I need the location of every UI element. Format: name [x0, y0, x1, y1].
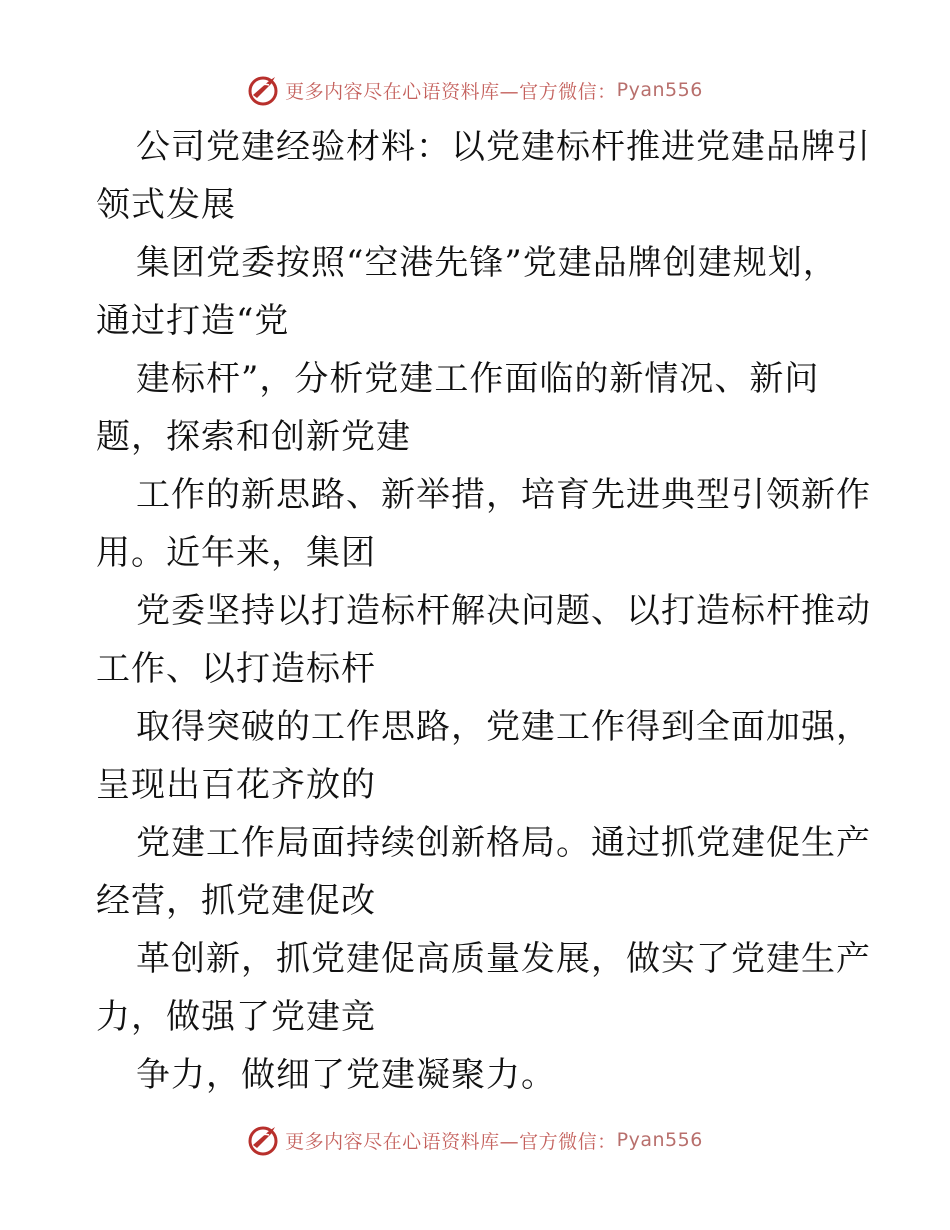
text-line: 党建工作局面持续创新格局。通过抓党建促生产 — [136, 823, 871, 863]
text-line: 建标杆”，分析党建工作面临的新情况、新问 — [136, 359, 820, 399]
text-line: 工作的新思路、新举措，培育先进典型引领新作 — [136, 475, 871, 515]
text-line: 集团党委按照“空港先锋”党建品牌创建规划， — [136, 243, 838, 283]
header-banner — [0, 70, 950, 110]
text-line: 取得突破的工作思路，党建工作得到全面加强， — [136, 707, 871, 747]
document-body — [96, 118, 871, 1104]
wechat-id: Pyan556 — [616, 79, 703, 101]
text-line: 力，做强了党建竞 — [96, 997, 376, 1037]
text-line: 通过打造“党 — [96, 301, 290, 341]
text-line: 党委坚持以打造标杆解决问题、以打造标杆推动 — [136, 591, 871, 631]
text-line: 革创新，抓党建促高质量发展，做实了党建生产 — [136, 939, 871, 979]
text-line: 用。近年来，集团 — [96, 533, 376, 573]
banner-text: 更多内容尽在心语资料库—官方微信： — [285, 1130, 617, 1153]
logo-icon — [247, 73, 281, 107]
wechat-id: Pyan556 — [616, 1129, 703, 1151]
text-line: 公司党建经验材料：以党建标杆推进党建品牌引 — [136, 127, 871, 167]
text-line: 领式发展 — [96, 185, 236, 225]
text-line: 呈现出百花齐放的 — [96, 765, 376, 805]
banner-text: 更多内容尽在心语资料库—官方微信： — [285, 80, 617, 103]
logo-icon — [247, 1123, 281, 1157]
text-line: 经营，抓党建促改 — [96, 881, 376, 921]
text-line: 争力，做细了党建凝聚力。 — [136, 1055, 556, 1095]
text-line: 工作、以打造标杆 — [96, 649, 376, 689]
footer-banner — [0, 1120, 950, 1160]
text-line: 题，探索和创新党建 — [96, 417, 411, 457]
